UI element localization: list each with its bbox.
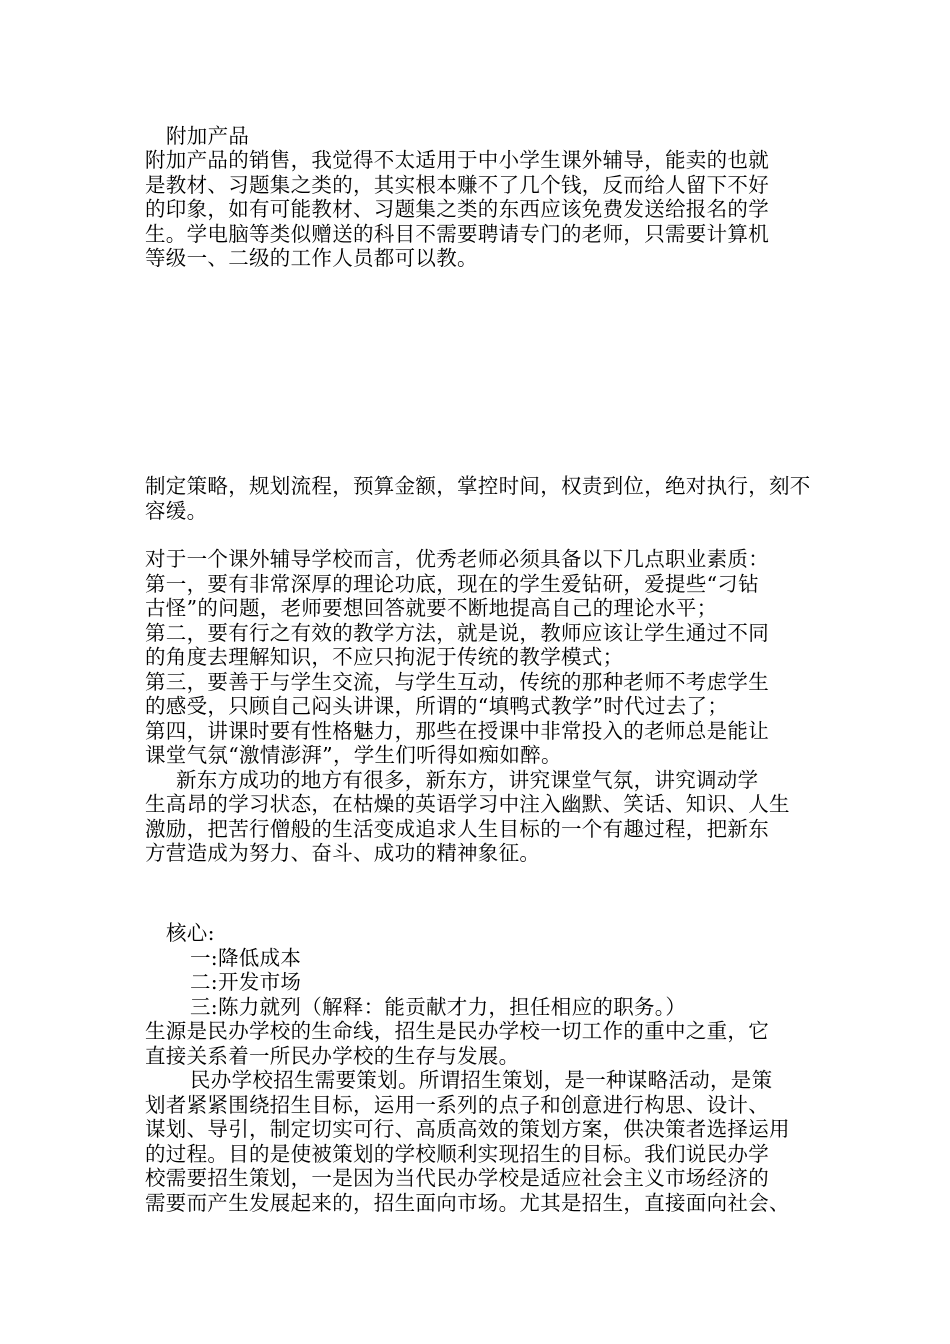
paragraph-line: 新东方成功的地方有很多，新东方，讲究课堂气氛，讲究调动学 <box>176 768 759 792</box>
paragraph-line: 民办学校招生需要策划。所谓招生策划，是一种谋略活动，是策 <box>190 1068 773 1092</box>
paragraph-line: 等级一、二级的工作人员都可以教。 <box>145 246 478 270</box>
paragraph-line: 生。学电脑等类似赠送的科目不需要聘请专门的老师，只需要计算机 <box>145 222 769 246</box>
paragraph-line: 谋划、导引，制定切实可行、高质高效的策划方案，供决策者选择运用 <box>145 1117 790 1141</box>
list-item: 三:陈力就列（解释：能贡献才力，担任相应的职务。） <box>190 995 687 1019</box>
paragraph-line: 第二，要有行之有效的教学方法，就是说，教师应该让学生通过不同 <box>145 621 769 645</box>
paragraph-line: 需要而产生发展起来的，招生面向市场。尤其是招生，直接面向社会、 <box>145 1191 790 1215</box>
paragraph-line: 划者紧紧围绕招生目标，运用一系列的点子和创意进行构思、设计、 <box>145 1093 769 1117</box>
list-item: 二:开发市场 <box>190 970 302 994</box>
paragraph-line: 激励，把苦行僧般的生活变成追求人生目标的一个有趣过程，把新东 <box>145 817 769 841</box>
paragraph-line: 的过程。目的是使被策划的学校顺利实现招生的目标。我们说民办学 <box>145 1142 769 1166</box>
paragraph-line: 古怪”的问题，老师要想回答就要不断地提高自己的理论水平； <box>145 596 718 620</box>
paragraph-line: 的角度去理解知识，不应只拘泥于传统的教学模式； <box>145 645 624 669</box>
paragraph-line: 生高昂的学习状态，在枯燥的英语学习中注入幽默、笑话、知识、人生 <box>145 792 790 816</box>
paragraph-line: 对于一个课外辅导学校而言，优秀老师必须具备以下几点职业素质： <box>145 547 769 571</box>
list-item: 一:降低成本 <box>190 946 302 970</box>
heading-core: 核心: <box>166 921 215 945</box>
paragraph-line: 第一，要有非常深厚的理论功底，现在的学生爱钻研，爱提些“刁钻 <box>145 572 759 596</box>
paragraph-line: 的印象，如有可能教材、习题集之类的东西应该免费发送给报名的学 <box>145 197 769 221</box>
paragraph-line: 附加产品的销售，我觉得不太适用于中小学生课外辅导，能卖的也就 <box>145 148 769 172</box>
heading-additional-products: 附加产品 <box>166 124 250 148</box>
paragraph-line: 第三，要善于与学生交流，与学生互动，传统的那种老师不考虑学生 <box>145 670 769 694</box>
paragraph-line: 第四，讲课时要有性格魅力，那些在授课中非常投入的老师总是能让 <box>145 719 769 743</box>
paragraph-line: 直接关系着一所民办学校的生存与发展。 <box>145 1044 520 1068</box>
paragraph-line: 的感受，只顾自己闷头讲课，所谓的“填鸭式教学”时代过去了； <box>145 694 729 718</box>
paragraph-line: 课堂气氛“激情澎湃”，学生们听得如痴如醉。 <box>145 743 562 767</box>
paragraph-line: 校需要招生策划，一是因为当代民办学校是适应社会主义市场经济的 <box>145 1166 769 1190</box>
paragraph-line: 制定策略，规划流程，预算金额，掌控时间，权责到位，绝对执行，刻不 <box>145 474 811 498</box>
paragraph-line: 容缓。 <box>145 499 208 523</box>
paragraph-line: 方营造成为努力、奋斗、成功的精神象征。 <box>145 841 541 865</box>
paragraph-line: 是教材、习题集之类的，其实根本赚不了几个钱，反而给人留下不好 <box>145 173 769 197</box>
paragraph-line: 生源是民办学校的生命线，招生是民办学校一切工作的重中之重，它 <box>145 1019 769 1043</box>
